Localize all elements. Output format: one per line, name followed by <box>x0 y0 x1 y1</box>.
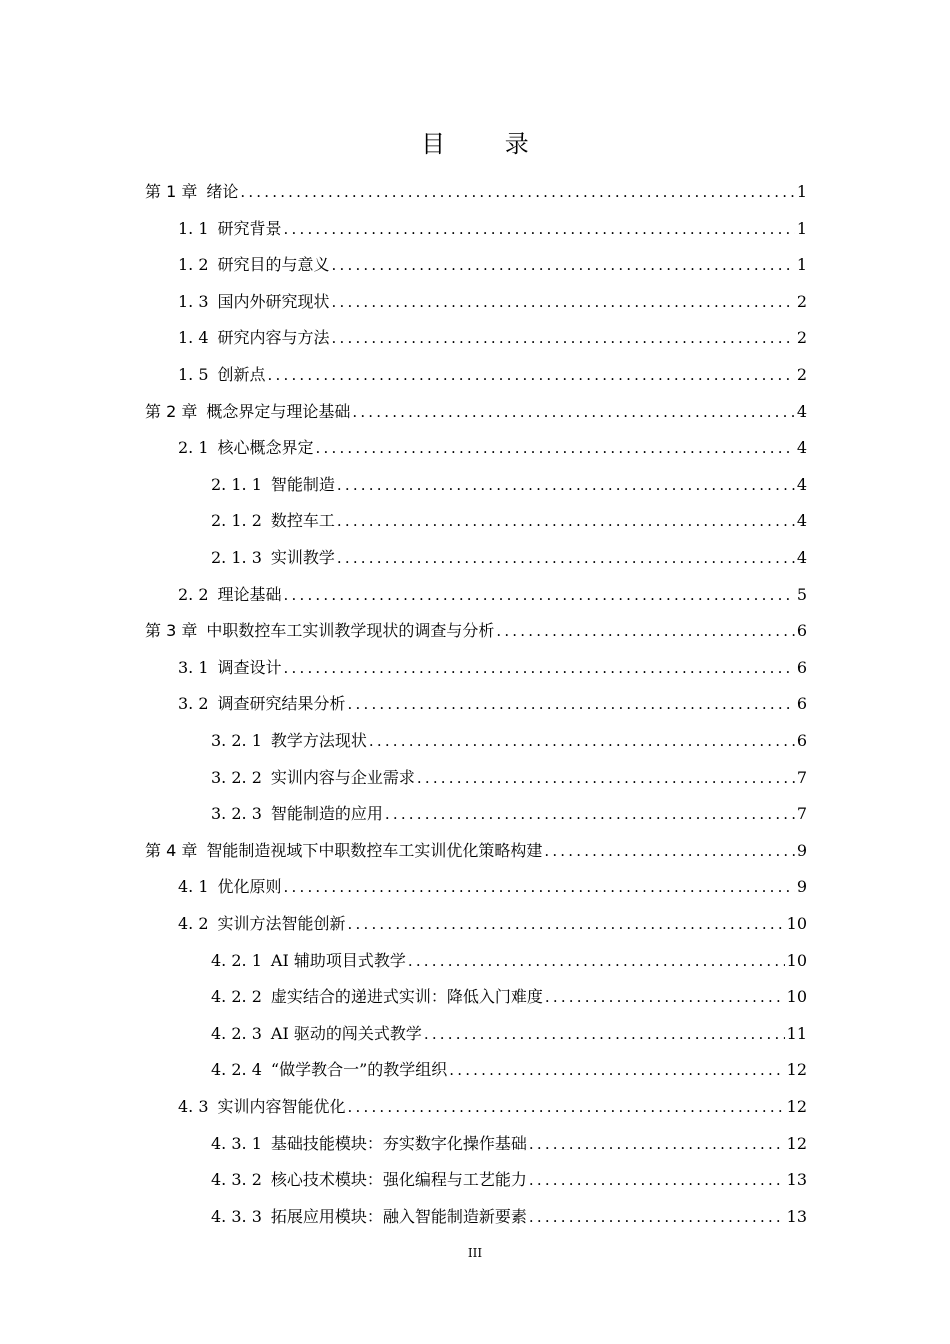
toc-leader-dots <box>332 247 795 283</box>
toc-leader-dots <box>408 943 785 979</box>
toc-entry-number: 4. 2. 4 <box>211 1060 262 1080</box>
toc-entry-number: 4. 2. 1 <box>211 950 262 970</box>
toc-entry-number: 2. 1. 1 <box>211 474 262 494</box>
toc-entry-title: 智能制造 <box>270 474 335 494</box>
toc-leader-dots <box>348 686 795 722</box>
toc-entry-number: 4. 3 <box>178 1097 209 1116</box>
toc-leader-dots <box>284 211 795 247</box>
toc-entry[interactable] <box>178 247 807 283</box>
toc-entry[interactable] <box>211 796 807 832</box>
toc-leader-dots <box>449 1052 784 1088</box>
toc-entry[interactable] <box>178 577 807 613</box>
toc-entry-page: 2 <box>796 365 807 384</box>
toc-entry[interactable] <box>211 1052 807 1088</box>
toc-entry-title: AI 辅助项目式教学 <box>270 950 406 970</box>
toc-leader-dots <box>284 650 795 686</box>
toc-entry-title: 实训内容智能优化 <box>217 1097 346 1116</box>
toc-entry-title: 研究目的与意义 <box>217 255 330 275</box>
toc-entry-number: 4. 3. 3 <box>211 1206 262 1226</box>
toc-entry-number: 第 2 章 <box>145 401 198 421</box>
toc-entry-number: 4. 1 <box>178 877 209 897</box>
toc-entry[interactable] <box>178 869 807 905</box>
toc-entry-number: 2. 1 <box>178 438 209 458</box>
toc-entry[interactable] <box>211 540 807 576</box>
toc-entry[interactable] <box>211 1126 807 1162</box>
toc-leader-dots <box>337 540 795 576</box>
toc-entry-title: 创新点 <box>217 365 266 384</box>
toc-leader-dots <box>385 796 795 832</box>
toc-entry-number: 2. 1. 2 <box>211 511 262 531</box>
toc-entry[interactable] <box>178 650 807 686</box>
toc-entry-page: 1 <box>796 182 807 201</box>
toc-entry-page: 6 <box>796 694 807 714</box>
toc-leader-dots <box>417 760 795 796</box>
toc-leader-dots <box>529 1199 785 1235</box>
toc-entry-title: 智能制造的应用 <box>270 804 383 824</box>
toc-entry-page: 6 <box>796 621 807 641</box>
toc-entry-page: 10 <box>786 950 807 970</box>
toc-entry-title: 核心技术模块：强化编程与工艺能力 <box>270 1170 527 1190</box>
toc-entry[interactable] <box>178 211 807 247</box>
toc-leader-dots <box>496 613 794 649</box>
toc-leader-dots <box>284 869 795 905</box>
toc-entry-number: 1. 3 <box>178 291 209 311</box>
toc-entry-title: 研究背景 <box>217 218 282 238</box>
toc-entry-page: 9 <box>796 877 807 897</box>
toc-entry-title: 虚实结合的递进式实训：降低入门难度 <box>270 987 543 1007</box>
toc-entry-number: 3. 2. 2 <box>211 767 262 787</box>
toc-leader-dots <box>332 320 795 356</box>
toc-entry-page: 9 <box>796 840 807 860</box>
toc-entry[interactable] <box>145 833 807 869</box>
toc-entry-page: 1 <box>796 218 807 238</box>
toc-entry-number: 第 1 章 <box>145 182 198 201</box>
toc-entry[interactable] <box>211 943 807 979</box>
toc-entry-number: 3. 2. 1 <box>211 731 262 750</box>
toc-entry-page: 4 <box>796 401 807 421</box>
toc-entry-title: 研究内容与方法 <box>217 328 330 348</box>
toc-entry-page: 1 <box>796 255 807 275</box>
toc-entry[interactable] <box>211 503 807 539</box>
toc-entry-page: 2 <box>796 328 807 348</box>
toc-entry-page: 6 <box>796 731 807 750</box>
toc-leader-dots <box>529 1162 785 1198</box>
toc-entry-page: 11 <box>786 1023 807 1043</box>
toc-entry[interactable] <box>178 284 807 320</box>
toc-entry[interactable] <box>211 1162 807 1198</box>
toc-entry-number: 4. 2. 2 <box>211 987 262 1007</box>
toc-entry-page: 6 <box>796 657 807 677</box>
toc-entry-title: 概念界定与理论基础 <box>206 401 351 421</box>
toc-entry-number: 4. 2 <box>178 914 209 933</box>
toc-leader-dots <box>529 1126 785 1162</box>
toc-entry-page: 4 <box>796 511 807 531</box>
toc-entry-page: 4 <box>796 548 807 567</box>
toc-entry-page: 7 <box>796 804 807 824</box>
toc-entry[interactable] <box>145 174 807 210</box>
toc-leader-dots <box>369 723 795 759</box>
toc-leader-dots <box>545 979 785 1015</box>
toc-entry-page: 10 <box>786 987 807 1007</box>
toc-entry-page: 12 <box>786 1097 807 1116</box>
toc-entry-title: 调查研究结果分析 <box>217 694 346 714</box>
toc-leader-dots <box>352 394 794 430</box>
toc-entry-title: 调查设计 <box>217 657 282 677</box>
toc-entry[interactable] <box>211 979 807 1015</box>
toc-entry-title: 核心概念界定 <box>217 438 314 458</box>
toc-leader-dots <box>337 467 795 503</box>
toc-entry-title: 国内外研究现状 <box>217 291 330 311</box>
toc-leader-dots <box>240 174 794 210</box>
toc-entry-title: 实训方法智能创新 <box>217 914 346 933</box>
toc-leader-dots <box>268 357 795 393</box>
page-title: 目 录 <box>421 130 555 158</box>
toc-entry-title: 理论基础 <box>217 584 282 604</box>
toc-entry-page: 7 <box>796 767 807 787</box>
toc-leader-dots <box>316 430 795 466</box>
toc-entry-page: 4 <box>796 474 807 494</box>
toc-entry-title: 拓展应用模块：融入智能制造新要素 <box>270 1206 527 1226</box>
toc-entry-number: 2. 1. 3 <box>211 548 262 567</box>
toc-entry-title: “做学教合一”的教学组织 <box>270 1060 448 1080</box>
toc-entry-title: 中职数控车工实训教学现状的调查与分析 <box>206 621 495 641</box>
toc-entry[interactable] <box>211 1199 807 1235</box>
toc-entry-title: 优化原则 <box>217 877 282 897</box>
toc-entry-number: 1. 5 <box>178 365 209 384</box>
toc-entry-title: 教学方法现状 <box>270 731 367 750</box>
toc-entry-page: 5 <box>796 584 807 604</box>
toc-entry[interactable] <box>145 394 807 430</box>
toc-entry-number: 1. 1 <box>178 218 209 238</box>
toc-leader-dots <box>348 906 785 942</box>
toc-entry-number: 3. 2 <box>178 694 209 714</box>
toc-leader-dots <box>544 833 794 869</box>
toc-entry-page: 2 <box>796 291 807 311</box>
toc-entry-number: 4. 3. 2 <box>211 1170 262 1190</box>
toc-entry-page: 13 <box>786 1170 807 1190</box>
toc-leader-dots <box>348 1089 785 1125</box>
toc-entry-title: 绪论 <box>206 182 239 201</box>
toc-entry-number: 1. 2 <box>178 255 209 275</box>
toc-entry[interactable] <box>211 760 807 796</box>
toc-entry-page: 4 <box>796 438 807 458</box>
toc-entry[interactable] <box>178 320 807 356</box>
toc-entry-number: 2. 2 <box>178 584 209 604</box>
toc-entry[interactable] <box>211 723 807 759</box>
toc-leader-dots <box>424 1016 785 1052</box>
toc-entry[interactable] <box>178 906 807 942</box>
toc-entry[interactable] <box>145 613 807 649</box>
toc-entry-number: 第 4 章 <box>145 840 198 860</box>
toc-entry-number: 第 3 章 <box>145 621 198 641</box>
toc-entry-title: 基础技能模块：夯实数字化操作基础 <box>270 1133 527 1153</box>
toc-entry[interactable] <box>178 1089 807 1125</box>
toc-entry-title: 数控车工 <box>270 511 335 531</box>
toc-entry-number: 3. 1 <box>178 657 209 677</box>
toc-entry[interactable] <box>178 357 807 393</box>
toc-entry[interactable] <box>178 430 807 466</box>
toc-entry-number: 4. 2. 3 <box>211 1023 262 1043</box>
toc-entry-number: 4. 3. 1 <box>211 1133 262 1153</box>
toc-leader-dots <box>284 577 795 613</box>
page-number: III <box>467 1246 483 1260</box>
toc-entry-page: 12 <box>786 1133 807 1153</box>
toc-entry[interactable] <box>211 1016 807 1052</box>
toc-entry-title: 实训教学 <box>270 548 335 567</box>
toc-entry-title: 实训内容与企业需求 <box>270 767 415 787</box>
toc-entry-number: 1. 4 <box>178 328 209 348</box>
toc-entry-title: AI 驱动的闯关式教学 <box>270 1023 422 1043</box>
toc-entry[interactable] <box>211 467 807 503</box>
toc-entry-page: 12 <box>786 1060 807 1080</box>
toc-entry-number: 3. 2. 3 <box>211 804 262 824</box>
toc-entry-page: 10 <box>786 914 807 933</box>
toc-leader-dots <box>332 284 795 320</box>
toc-entry-title: 智能制造视域下中职数控车工实训优化策略构建 <box>206 840 543 860</box>
toc-entry[interactable] <box>178 686 807 722</box>
toc-leader-dots <box>337 503 795 539</box>
toc-entry-page: 13 <box>786 1206 807 1226</box>
